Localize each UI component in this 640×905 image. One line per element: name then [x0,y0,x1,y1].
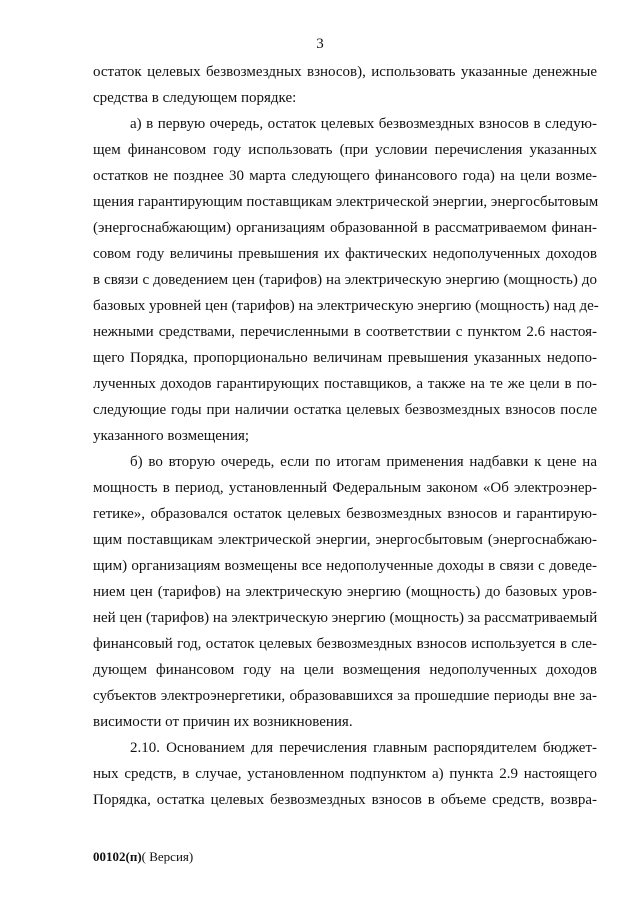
text-line: щим поставщикам электрической энергии, энергосбытовым (энергоснабжаю- [93,532,597,548]
text-line: финансовый год, остаток целевых безвозмездных взносов используется в сле- [93,636,597,652]
text-line: указанного возмещения; [93,428,250,444]
text-line: остатков не позднее 30 марта следующего финансового года) на цели возме- [93,168,597,184]
page-number: 3 [316,36,324,52]
text-line: следующие годы при наличии остатка целевых безвозмездных взносов после [93,402,597,418]
paragraph-b-first-line: б) во вторую очередь, если по итогам применения надбавки к цене на [130,454,597,470]
text-line: щем финансовом году использовать (при условии перечисления указанных [93,142,597,158]
document-footer [93,848,193,866]
footer-version: ( Версия) [141,849,194,864]
text-line: щения гарантирующим поставщикам электрической энергии, энергосбытовым [93,194,599,210]
text-line: мощность в период, установленный Федеральным законом «Об электроэнер- [93,480,597,496]
text-line: средства в следующем порядке: [93,90,297,106]
footer-document-code: 00102(п) [93,849,142,864]
text-line: базовых уровней цен (тарифов) на электрическую энергию (мощность) над де- [93,298,599,314]
paragraph-2-10-first-line: 2.10. Основанием для перечисления главным распорядителем бюджет- [130,740,597,756]
text-line: (энергоснабжающим) организациям образованной в рассматриваемом финан- [93,220,597,236]
text-line: висимости от причин их возникновения. [93,714,353,730]
text-line: в связи с доведением цен (тарифов) на электрическую энергию (мощность) до [93,272,597,288]
text-line: совом году величины превышения их фактических недополученных доходов [93,246,597,262]
text-line: ных средств, в случае, установленном подпунктом а) пункта 2.9 настоящего [93,766,597,782]
text-line: гетике», образовался остаток целевых безвозмездных взносов и гарантирую- [93,506,597,522]
text-line: лученных доходов гарантирующих поставщиков, а также на те же цели в по- [93,376,597,392]
text-line: остаток целевых безвозмездных взносов), использовать указанные денежные [93,64,597,80]
text-line: субъектов электроэнергетики, образовавшихся за прошедшие периоды вне за- [93,688,597,704]
text-line: нием цен (тарифов) на электрическую энергию (мощность) до базовых уров- [93,584,597,600]
text-line: нежными средствами, перечисленными в соответствии с пунктом 2.6 настоя- [93,324,597,340]
text-line: ней цен (тарифов) на электрическую энергию (мощность) за рассматриваемый [93,610,598,626]
text-line: щего Порядка, пропорционально величинам превышения указанных недопо- [93,350,597,366]
text-line: дующем финансовом году на цели возмещения недополученных доходов [93,662,597,678]
text-line: Порядка, остатка целевых безвозмездных взносов в объеме средств, возвра- [93,792,597,808]
paragraph-a-first-line: а) в первую очередь, остаток целевых безвозмездных взносов в следую- [130,116,597,132]
text-line: щим) организациям возмещены все недополученные доходы в связи с доведе- [93,558,597,574]
